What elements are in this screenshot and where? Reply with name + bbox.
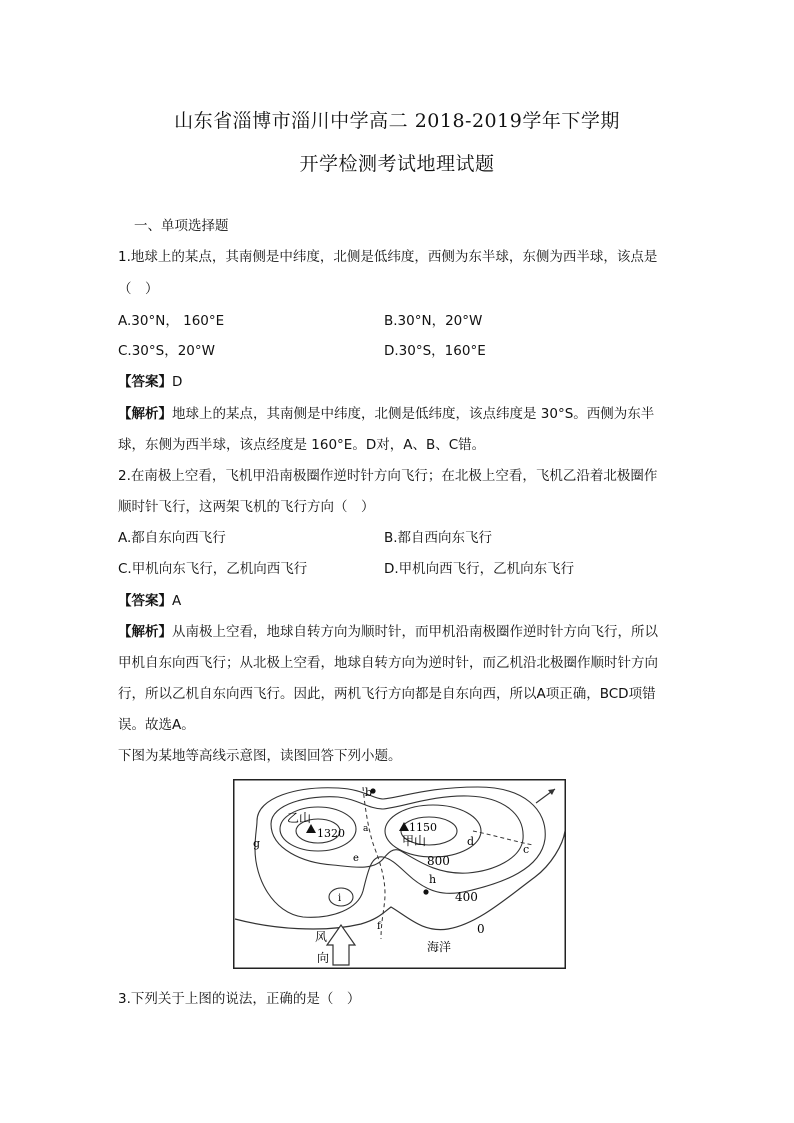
label-g: g xyxy=(253,837,261,850)
q1-answer-label: 【答案】 xyxy=(118,374,172,390)
q1-analysis-text1: 地球上的某点，其南侧是中纬度，北侧是低纬度，该点纬度是 30°S。西侧为东半 xyxy=(172,406,655,422)
section-heading: 一、单项选择题 xyxy=(134,218,229,234)
contour-map-figure xyxy=(233,779,566,969)
label-contour-400: 400 xyxy=(455,890,478,904)
q2-answer-label: 【答案】 xyxy=(118,593,172,609)
q1-option-c: C.30°S，20°W xyxy=(118,343,215,359)
q1-analysis-line1 xyxy=(118,404,654,424)
q1-analysis-line2: 球，东侧为西半球，该点经度是 160°E。D对，A、B、C错。 xyxy=(118,437,486,453)
q1-analysis-label: 【解析】 xyxy=(118,406,172,422)
q2-stem-line1: 2.在南极上空看，飞机甲沿南极圈作逆时针方向飞行；在北极上空看，飞机乙沿着北极圈作 xyxy=(118,468,658,484)
q2-option-a: A.都自东向西飞行 xyxy=(118,530,226,546)
q1-answer xyxy=(118,372,182,392)
q3-stem: 3.下列关于上图的说法，正确的是（ ） xyxy=(118,991,361,1007)
label-d: d xyxy=(467,835,475,848)
label-contour-0: 0 xyxy=(477,922,485,936)
label-i: i xyxy=(338,893,342,904)
doc-title-line2: 开学检测考试地理试题 xyxy=(299,153,495,175)
figure-intro: 下图为某地等高线示意图，读图回答下列小题。 xyxy=(118,748,402,764)
label-c: c xyxy=(523,843,530,856)
q2-analysis-label: 【解析】 xyxy=(118,624,172,640)
q2-option-b: B.都自西向东飞行 xyxy=(384,530,493,546)
q1-option-d: D.30°S，160°E xyxy=(384,343,486,359)
q2-analysis-line3: 行，所以乙机自东向西飞行。因此，两机飞行方向都是自东向西，所以A项正确，BCD项错 xyxy=(118,686,656,702)
q1-stem-line2: （ ） xyxy=(118,281,159,297)
q2-answer-value: A xyxy=(172,593,182,609)
q2-stem-line2: 顺时针飞行，这两架飞机的飞行方向（ ） xyxy=(118,499,375,515)
label-yi-mountain: 乙山 xyxy=(287,811,312,825)
label-wind-2: 向 xyxy=(317,951,330,965)
q2-analysis-line2: 甲机自东向西飞行；从北极上空看，地球自转方向为逆时针，而乙机沿北极圈作顺时针方向 xyxy=(118,655,658,671)
q1-option-b: B.30°N，20°W xyxy=(384,313,483,329)
q1-answer-value: D xyxy=(172,374,183,390)
q2-analysis-line4: 误。故选A。 xyxy=(118,717,195,733)
point-h xyxy=(423,889,428,894)
q2-analysis-line1 xyxy=(118,622,658,642)
doc-title-line1: 山东省淄博市淄川中学高二 2018-2019学年下学期 xyxy=(174,110,620,132)
q1-stem-line1: 1.地球上的某点，其南侧是中纬度，北侧是低纬度，西侧为东半球，东侧为西半球，该点是 xyxy=(118,249,658,265)
label-b: b xyxy=(365,786,373,799)
label-h: h xyxy=(429,873,437,886)
label-contour-800: 800 xyxy=(427,854,450,868)
label-peak-jia: 1150 xyxy=(409,821,437,834)
q2-option-c: C.甲机向东飞行，乙机向西飞行 xyxy=(118,561,308,577)
label-jia-mountain: 甲山 xyxy=(402,834,427,848)
label-a: a xyxy=(363,824,369,834)
label-peak-yi: 1320 xyxy=(317,827,345,840)
q2-answer xyxy=(118,591,181,611)
label-ocean: 海洋 xyxy=(427,940,452,954)
q1-option-a: A.30°N， 160°E xyxy=(118,313,225,329)
q2-option-d: D.甲机向西飞行，乙机向东飞行 xyxy=(384,561,575,577)
q2-analysis-text1: 从南极上空看，地球自转方向为顺时针，而甲机沿南极圈作逆时针方向飞行，所以 xyxy=(172,624,658,640)
label-wind-1: 风 xyxy=(315,930,328,944)
label-e: e xyxy=(353,853,359,864)
label-f: f xyxy=(377,921,381,932)
